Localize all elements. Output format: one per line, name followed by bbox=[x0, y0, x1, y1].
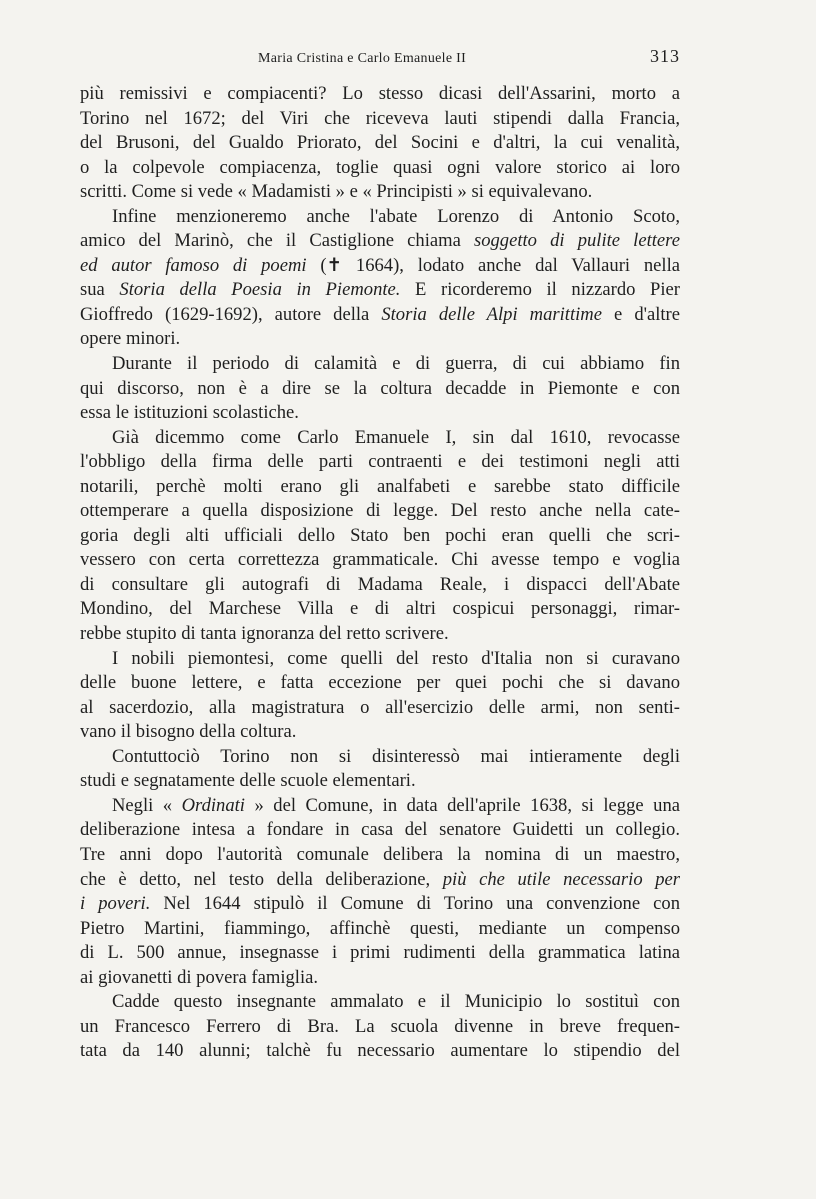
text-segment: Nel 1644 stipulò il Comune di Torino una convenzione con bbox=[150, 893, 680, 915]
text-line bbox=[80, 156, 680, 181]
text-line bbox=[80, 327, 680, 352]
italic-text: soggetto di pulite lettere bbox=[473, 230, 680, 252]
text-segment: Negli « bbox=[112, 794, 182, 816]
text-segment: scritti. Come si vede « Madamisti » e « Principisti » si equivalevano. bbox=[80, 181, 593, 203]
text-line bbox=[80, 1015, 680, 1040]
text-segment: deliberazione intesa a fondare in casa del senatore Guidetti un collegio. bbox=[80, 819, 680, 841]
text-line bbox=[80, 769, 680, 794]
text-line bbox=[80, 1039, 680, 1064]
text-segment: tata da 140 alunni; talchè fu necessario aumentare lo stipendio del bbox=[80, 1040, 680, 1062]
text-line bbox=[80, 941, 680, 966]
text-segment: Contuttociò Torino non si disinteressò mai intieramente degli bbox=[112, 745, 680, 767]
text-segment: che è detto, nel testo della deliberazione, bbox=[80, 868, 443, 890]
body-text bbox=[80, 82, 680, 1064]
text-segment: sua bbox=[80, 279, 120, 301]
text-line bbox=[80, 499, 680, 524]
text-line bbox=[80, 278, 680, 303]
text-segment: goria degli alti ufficiali dello Stato ben pochi eran quelli che scri- bbox=[80, 524, 680, 546]
text-segment: essa le istituzioni scolastiche. bbox=[80, 402, 299, 424]
running-head-title: Maria Cristina e Carlo Emanuele II bbox=[258, 51, 467, 66]
text-line bbox=[80, 254, 680, 279]
text-segment: di L. 500 annue, insegnasse i primi rudimenti della grammatica latina bbox=[80, 942, 680, 964]
text-line bbox=[80, 868, 680, 893]
italic-text: i poveri. bbox=[80, 893, 151, 915]
text-line bbox=[80, 671, 680, 696]
running-head bbox=[80, 46, 680, 67]
text-segment: qui discorso, non è a dire se la coltura decadde in Piemonte e con bbox=[80, 377, 680, 399]
text-segment: Infine menzioneremo anche l'abate Lorenzo di Antonio Scoto, bbox=[112, 205, 680, 227]
text-line bbox=[80, 745, 680, 770]
text-line bbox=[80, 401, 680, 426]
text-segment: e d'altre bbox=[602, 303, 681, 325]
text-segment: o la colpevole compiacenza, toglie quasi ogni valore storico ai loro bbox=[80, 156, 680, 178]
text-segment: (✝ 1664), lodato anche dal Vallauri nella bbox=[306, 254, 681, 276]
text-segment: Cadde questo insegnante ammalato e il Municipio lo sostituì con bbox=[112, 991, 680, 1013]
text-segment: Tre anni dopo l'autorità comunale delibera la nomina di un maestro, bbox=[80, 843, 680, 865]
text-line bbox=[80, 622, 680, 647]
text-segment: più remissivi e compiacenti? Lo stesso dicasi dell'Assarini, morto a bbox=[80, 83, 680, 104]
text-line bbox=[80, 82, 680, 107]
text-segment: di consultare gli autografi di Madama Reale, i dispacci dell'Abate bbox=[80, 573, 680, 595]
text-line bbox=[80, 696, 680, 721]
text-segment: I nobili piemontesi, come quelli del resto d'Italia non si curavano bbox=[112, 647, 680, 669]
text-line bbox=[80, 573, 680, 598]
text-segment: del Brusoni, del Gualdo Priorato, del Socini e d'altri, la cui venalità, bbox=[80, 132, 680, 154]
text-segment: Torino nel 1672; del Viri che riceveva lauti stipendi dalla Francia, bbox=[80, 107, 680, 129]
text-segment: al sacerdozio, alla magistratura o all'esercizio delle armi, non senti- bbox=[80, 696, 680, 718]
text-line bbox=[80, 205, 680, 230]
text-segment: Pietro Martini, fiammingo, affinchè questi, mediante un compenso bbox=[80, 917, 680, 939]
text-segment: studi e segnatamente delle scuole elementari. bbox=[80, 770, 416, 792]
text-segment: amico del Marinò, che il Castiglione chiama bbox=[80, 230, 474, 252]
text-line bbox=[80, 843, 680, 868]
text-segment: ai giovanetti di povera famiglia. bbox=[80, 966, 319, 988]
text-segment: opere minori. bbox=[80, 328, 181, 350]
text-line bbox=[80, 917, 680, 942]
text-line bbox=[80, 597, 680, 622]
text-segment: un Francesco Ferrero di Bra. La scuola divenne in breve frequen- bbox=[80, 1015, 680, 1037]
text-segment: » del Comune, in data dell'aprile 1638, si legge una bbox=[244, 794, 680, 816]
italic-text: più che utile necessario per bbox=[442, 868, 680, 890]
italic-text: ed autor famoso di poemi bbox=[80, 254, 307, 276]
text-line bbox=[80, 475, 680, 500]
text-line bbox=[80, 426, 680, 451]
page-number: 313 bbox=[650, 46, 680, 66]
text-line bbox=[80, 524, 680, 549]
text-line bbox=[80, 131, 680, 156]
text-line bbox=[80, 377, 680, 402]
text-line bbox=[80, 107, 680, 132]
text-line bbox=[80, 548, 680, 573]
text-line bbox=[80, 720, 680, 745]
text-segment: Già dicemmo come Carlo Emanuele I, sin dal 1610, revocasse bbox=[112, 426, 680, 448]
text-line bbox=[80, 352, 680, 377]
italic-text: Ordinati bbox=[181, 794, 245, 816]
text-line bbox=[80, 180, 680, 205]
text-line bbox=[80, 450, 680, 475]
text-line bbox=[80, 892, 680, 917]
text-line bbox=[80, 647, 680, 672]
text-segment: Gioffredo (1629-1692), autore della bbox=[80, 303, 382, 325]
text-segment: l'obbligo della firma delle parti contraenti e dei testimoni negli atti bbox=[80, 451, 680, 473]
text-segment: ottemperare a quella disposizione di legge. Del resto anche nella cate- bbox=[80, 500, 680, 522]
text-segment: vano il bisogno della coltura. bbox=[80, 721, 297, 743]
text-line bbox=[80, 229, 680, 254]
italic-text: Storia della Poesia in Piemonte. bbox=[119, 279, 401, 301]
text-segment: E ricorderemo il nizzardo Pier bbox=[400, 279, 681, 301]
text-line bbox=[80, 966, 680, 991]
text-line bbox=[80, 794, 680, 819]
text-segment: vessero con certa correttezza grammaticale. Chi avesse tempo e voglia bbox=[80, 549, 680, 571]
text-segment: rebbe stupito di tanta ignoranza del retto scrivere. bbox=[80, 623, 449, 645]
text-segment: Mondino, del Marchese Villa e di altri cospicui personaggi, rimar- bbox=[80, 598, 680, 620]
text-segment: Durante il periodo di calamità e di guerra, di cui abbiamo fin bbox=[112, 353, 680, 375]
text-line bbox=[80, 990, 680, 1015]
text-segment: delle buone lettere, e fatta eccezione per quei pochi che si davano bbox=[80, 672, 680, 694]
text-line bbox=[80, 818, 680, 843]
italic-text: Storia delle Alpi marittime bbox=[381, 303, 602, 325]
text-line bbox=[80, 303, 680, 328]
text-segment: notarili, perchè molti erano gli analfabeti e sarebbe stato difficile bbox=[80, 475, 680, 497]
